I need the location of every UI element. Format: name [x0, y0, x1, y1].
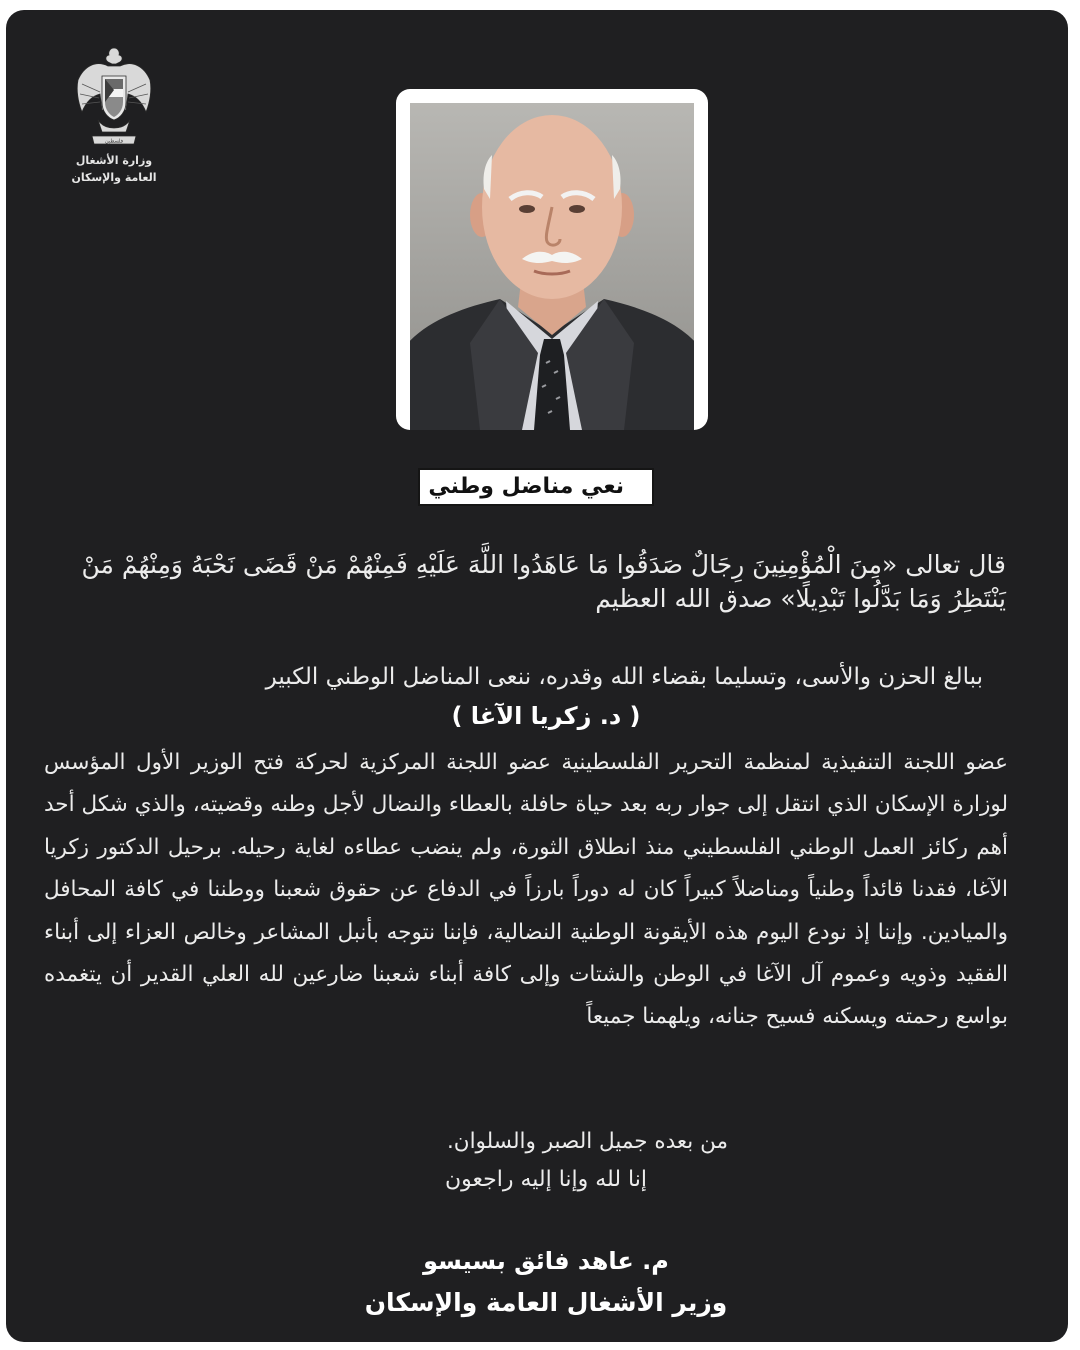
- ministry-logo: [64, 40, 164, 186]
- ministry-name-line1: وزارة الأشغال: [75, 154, 153, 167]
- obituary-body: عضو اللجنة التنفيذية لمنظمة التحرير الفلسطينية عضو اللجنة المركزية لحركة فتح الوزير الأول المؤسس لوزارة الإسكان الذي انتقل إلى جوار ربه بعد حياة حافلة بالعطاء والنضال لأجل وطنه وقضيته، والذي شكل أحد أهم ركائز العمل الوطني الفلسطيني منذ انطلاق الثورة، ولم ينضب عطاءه لغاية رحيله. برحيل الدكتور زكريا الآغا، فقدنا قائداً وطنياً ومناضلاً كبيراً كان له دوراً بارزاً في الدفاع عن حقوق شعبنا ووطننا في كافة المحافل والميادين. وإننا إذ نودع اليوم هذه الأيقونة الوطنية النضالية، فإننا نتوجه بأنبل المشاعر وخالص العزاء إلى أبناء الفقيد وذويه وعموم آل الآغا في الوطن والشتات وإلى كافة أبناء شعبنا ضارعين لله العلي القدير أن يتغمده بواسع رحمته ويسكنه فسيح جنانه، ويلهمنا جميعاً: [44, 750, 1008, 1030]
- portrait-figure: [410, 103, 694, 430]
- obituary-title: نعي مناضل وطني: [428, 474, 624, 499]
- palestine-eagle-emblem-icon: [72, 40, 156, 152]
- closing-phrase: إنا لله وإنا إليه راجعون: [445, 1167, 647, 1192]
- signatory-name: م. عاهد فائق بسيسو: [423, 1247, 669, 1275]
- intro-line: ببالغ الحزن والأسى، وتسليما بقضاء الله وقدره، ننعى المناضل الوطني الكبير: [265, 664, 983, 690]
- ministry-name-line2: العامة والإسكان: [71, 171, 157, 184]
- portrait-photo: [410, 103, 694, 430]
- svg-text:فلسطين: فلسطين: [105, 138, 123, 145]
- portrait-frame: [396, 89, 708, 430]
- deceased-name: ( د. زكريا الآغا ): [451, 702, 641, 730]
- obituary-card: [6, 10, 1068, 1342]
- obituary-body-end: من بعده جميل الصبر والسلوان.: [446, 1129, 728, 1154]
- obituary-title-box: [418, 468, 654, 506]
- signatory-position: وزير الأشغال العامة والإسكان: [364, 1288, 728, 1317]
- quran-verse: قال تعالى «مِنَ الْمُؤْمِنِينَ رِجَالٌ صَدَقُوا مَا عَاهَدُوا اللَّهَ عَلَيْهِ فَمِنْهُمْ مَنْ قَضَى نَحْبَهُ وَمِنْهُمْ مَنْ يَنْتَظِرُ وَمَا بَدَّلُوا تَبْدِيلًا» صدق الله العظيم: [81, 550, 1006, 613]
